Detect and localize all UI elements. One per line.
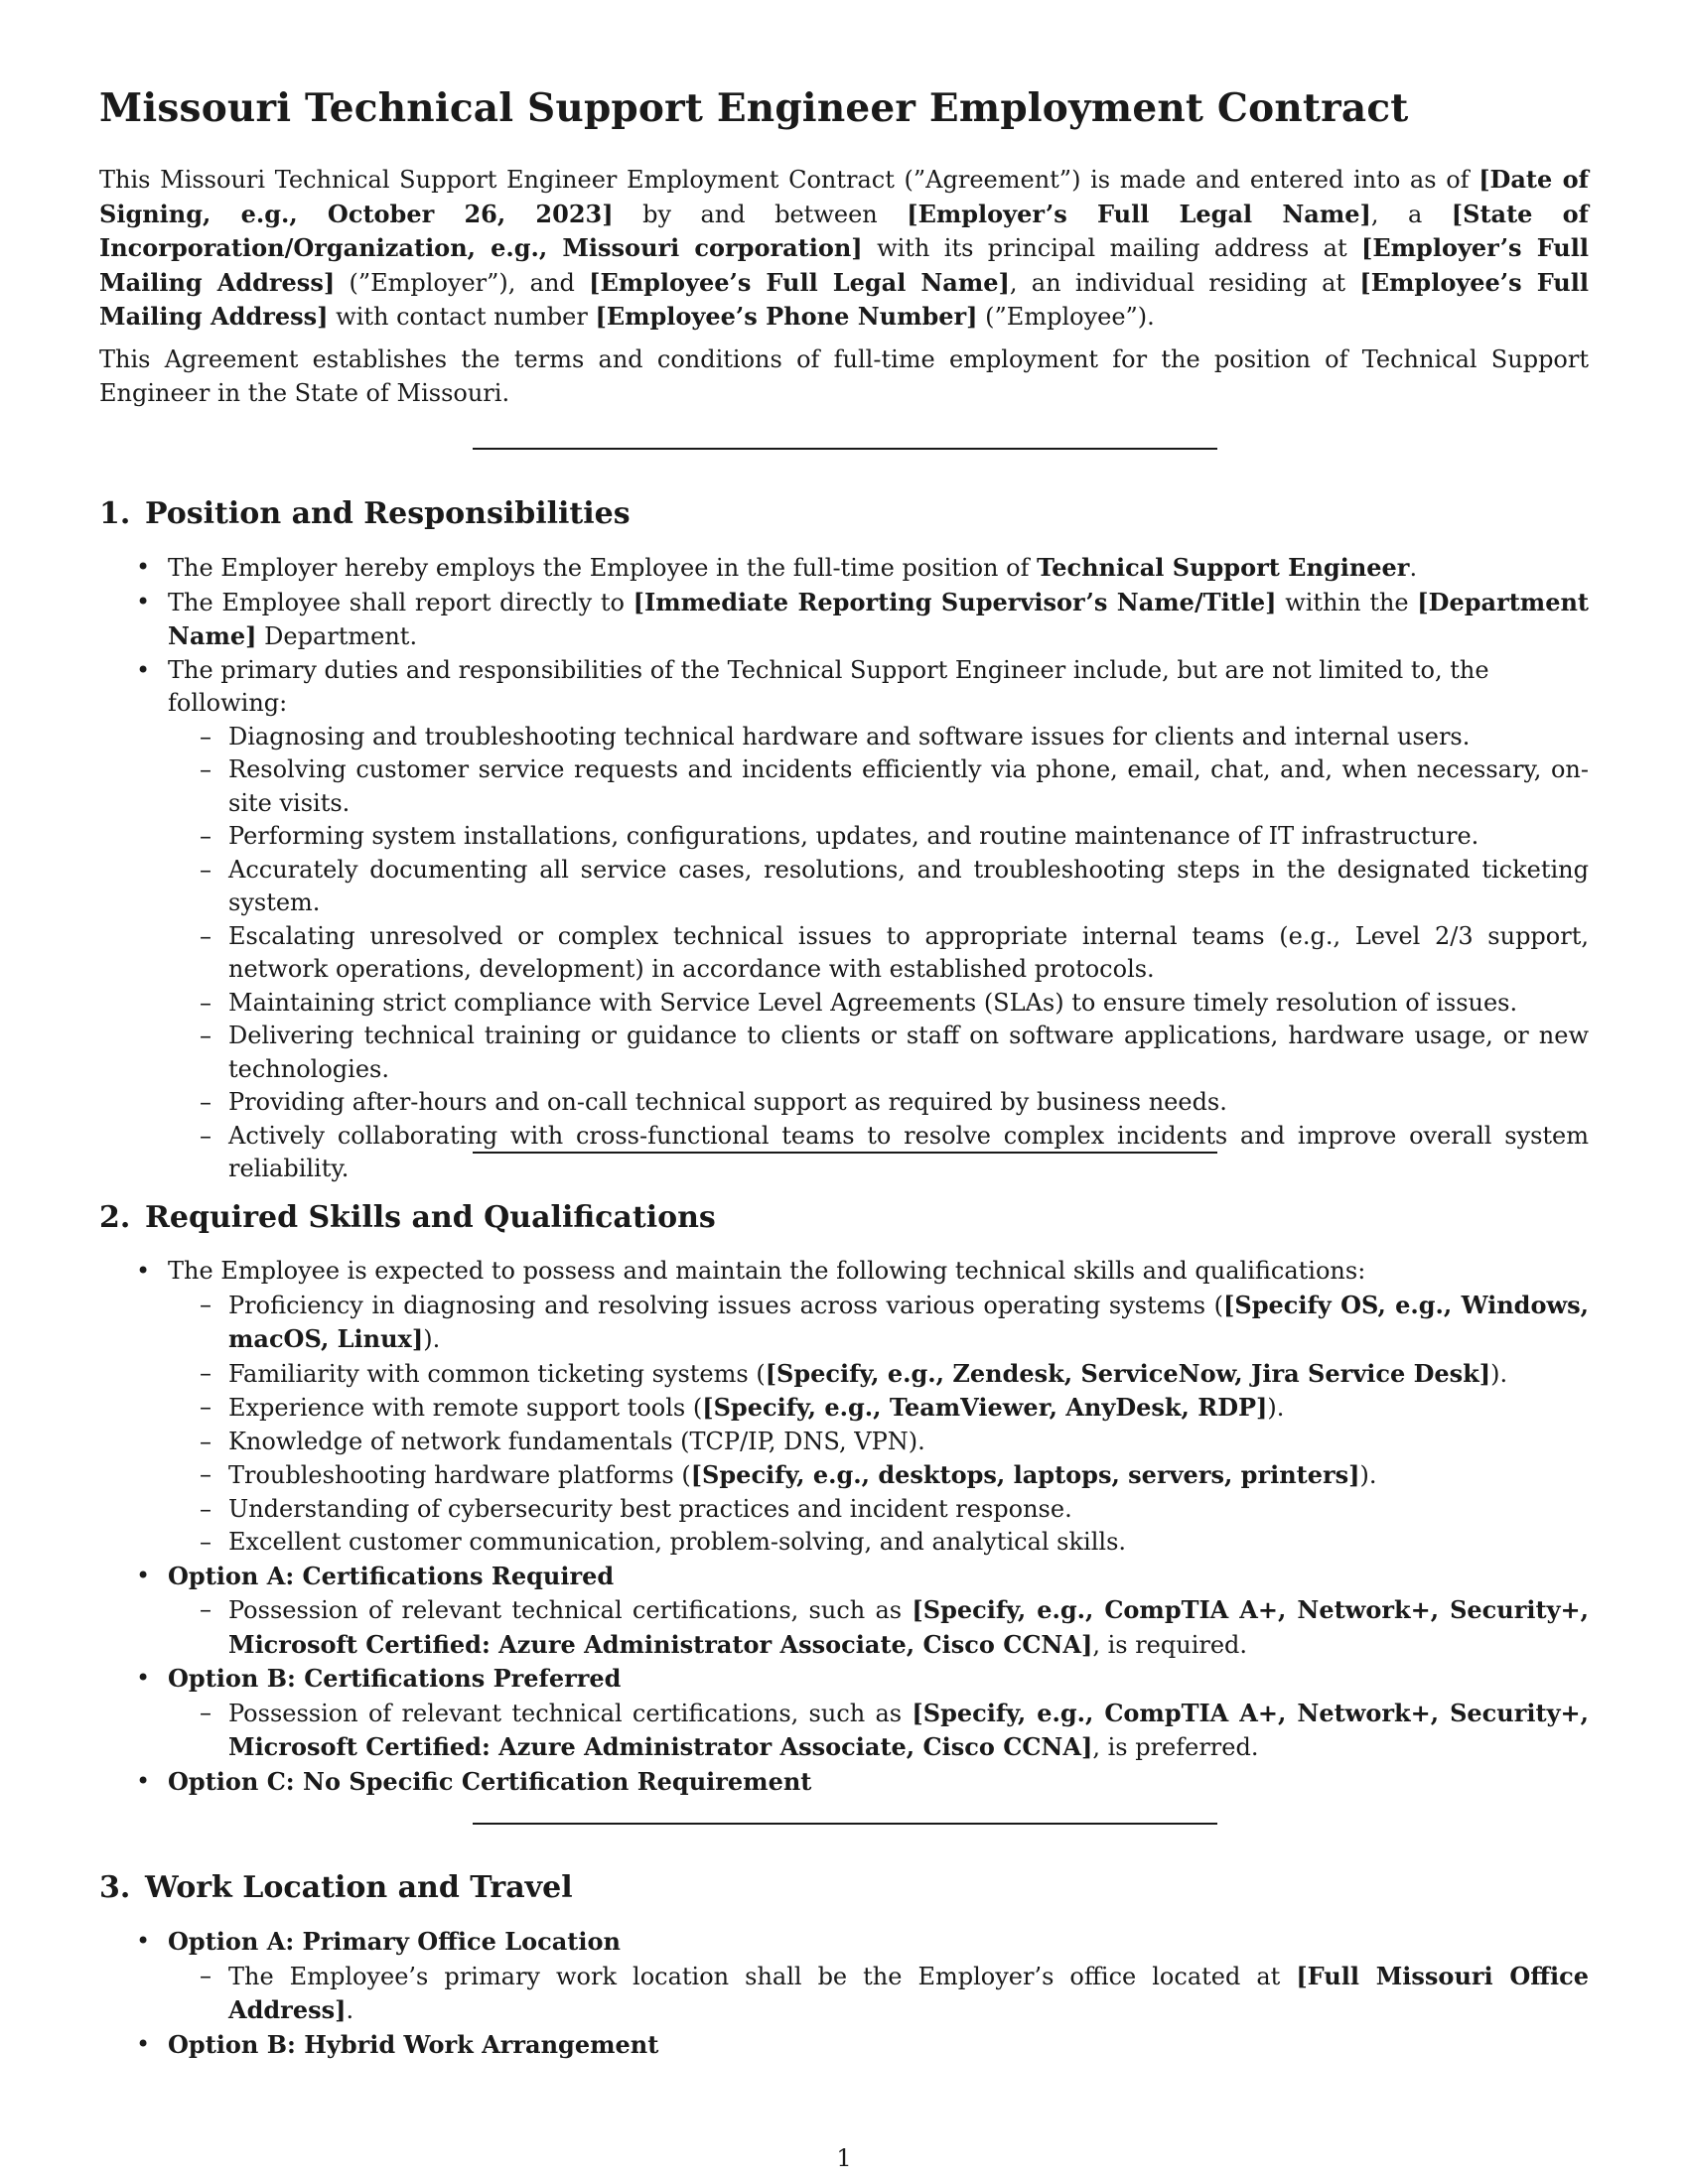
intro-text: , an individual residing at [1009, 268, 1360, 297]
duties-list [168, 721, 1589, 1186]
list-item-text: The Employee shall report directly to [168, 588, 633, 616]
option-text: Possession of relevant technical certifications, such as [228, 1596, 913, 1624]
skill-item [168, 1357, 1589, 1392]
option-text: Possession of relevant technical certifications, such as [228, 1699, 913, 1727]
placeholder-state-incorporation: [State of Incorporation/Organization, e.g., Missouri corporation] [99, 199, 1589, 262]
skill-text: Troubleshooting hardware platforms ( [228, 1461, 691, 1489]
placeholder-certifications: [Specify, e.g., CompTIA A+, Network+, Security+, Microsoft Certified: Azure Administrator Associate, Cisco CCNA] [228, 1698, 1590, 1761]
section-divider [473, 1823, 1217, 1825]
placeholder-employer-address: [Employer’s Full Mailing Address] [99, 233, 1589, 297]
position-title: Technical Support Engineer [1037, 553, 1410, 582]
section-number: 2. [99, 1200, 131, 1235]
list-item-text: The primary duties and responsibilities of the Technical Support Engineer include, but are not limited to, the following: [168, 655, 1489, 717]
skills-list [168, 1289, 1589, 1560]
intro-text: (”Employer”), and [335, 268, 590, 297]
skill-item [168, 1391, 1589, 1426]
skill-text: ). [1490, 1359, 1508, 1388]
option-detail [168, 1960, 1589, 2028]
skill-text: Familiarity with common ticketing systems ( [228, 1359, 766, 1388]
intro-text: with its principal mailing address at [862, 234, 1362, 262]
skill-text: Experience with remote support tools ( [228, 1394, 703, 1422]
option-text: , is required. [1092, 1630, 1248, 1659]
option-label: Option B: Certifications Preferred [168, 1664, 622, 1693]
list-item [99, 654, 1589, 1186]
placeholder-os: [Specify OS, e.g., Windows, macOS, Linux] [228, 1290, 1589, 1353]
section-number: 3. [99, 1870, 131, 1905]
option-details [168, 1697, 1589, 1765]
section-heading-3 [99, 1870, 573, 1905]
skill-item: – Excellent customer communication, problem-solving, and analytical skills. [168, 1526, 1589, 1560]
option-label: Option A: Certifications Required [168, 1561, 615, 1590]
option-item [99, 1765, 1589, 1800]
placeholder-hardware: [Specify, e.g., desktops, laptops, servers, printers] [690, 1460, 1360, 1489]
list-item-text: within the [1276, 588, 1418, 616]
section-1-list [99, 551, 1589, 1186]
section-divider [473, 448, 1217, 450]
scope-paragraph: This Agreement establishes the terms and conditions of full-time employment for the position of Technical Support Engineer in the State of Missouri. [99, 345, 1589, 407]
option-label: Option C: No Specific Certification Requirement [168, 1766, 812, 1796]
skill-item [168, 1458, 1589, 1493]
section-divider [473, 1152, 1217, 1154]
list-item [99, 551, 1589, 586]
option-item [99, 2028, 1589, 2063]
skill-item [168, 1289, 1589, 1357]
placeholder-date: [Date of Signing, e.g., October 26, 2023] [99, 165, 1589, 228]
option-item [99, 1560, 1589, 1663]
list-item-text: . [1409, 554, 1418, 582]
duty-item: – Escalating unresolved or complex technical issues to appropriate internal teams (e.g., Level 2/3 support, network operations, development) in accordance with established protocols. [168, 920, 1589, 987]
skill-text: ). [423, 1325, 441, 1353]
placeholder-ticketing: [Specify, e.g., Zendesk, ServiceNow, Jira Service Desk] [765, 1358, 1491, 1388]
option-details [168, 1960, 1589, 2028]
skill-text: ). [1359, 1461, 1377, 1489]
section-title: Required Skills and Qualifications [145, 1200, 716, 1235]
skill-item: – Knowledge of network fundamentals (TCP/IP, DNS, VPN). [168, 1426, 1589, 1459]
duty-item: – Diagnosing and troubleshooting technical hardware and software issues for clients and internal users. [168, 721, 1589, 754]
intro-text: with contact number [328, 303, 596, 331]
section-title: Position and Responsibilities [145, 496, 631, 531]
option-label: Option B: Hybrid Work Arrangement [168, 2029, 659, 2059]
placeholder-office-address: [Full Missouri Office Address] [228, 1961, 1589, 2024]
section-3-list [99, 1925, 1589, 2062]
placeholder-supervisor: [Immediate Reporting Supervisor’s Name/Title] [633, 587, 1277, 616]
list-item-text: The Employee is expected to possess and maintain the following technical skills and qualifications: [168, 1257, 1366, 1285]
skill-item: – Understanding of cybersecurity best practices and incident response. [168, 1493, 1589, 1527]
option-text: The Employee’s primary work location shall be the Employer’s office located at [228, 1962, 1297, 1990]
list-item [99, 1255, 1589, 1560]
option-text: . [346, 1996, 354, 2024]
skill-text: ). [1267, 1394, 1285, 1422]
duty-item: – Maintaining strict compliance with Service Level Agreements (SLAs) to ensure timely resolution of issues. [168, 987, 1589, 1021]
intro-text: , a [1370, 200, 1452, 228]
duty-item: – Accurately documenting all service cases, resolutions, and troubleshooting steps in the designated ticketing system. [168, 854, 1589, 920]
option-detail [168, 1593, 1589, 1662]
intro-text: (”Employee”). [977, 303, 1155, 331]
section-heading-2 [99, 1200, 716, 1235]
list-item-text: Department. [256, 622, 418, 650]
section-title: Work Location and Travel [145, 1870, 573, 1905]
duty-item: – Actively collaborating with cross-functional teams to resolve complex incidents and improve overall system reliability. [168, 1120, 1589, 1186]
intro-text: This Missouri Technical Support Engineer Employment Contract (”Agreement”) is made and entered into as of [99, 166, 1479, 194]
page-number: 1 [836, 2144, 852, 2172]
duty-item: – Performing system installations, configurations, updates, and routine maintenance of IT infrastructure. [168, 820, 1589, 854]
placeholder-employee-phone: [Employee’s Phone Number] [595, 302, 978, 331]
duty-item: – Delivering technical training or guidance to clients or staff on software applications, hardware usage, or new technologies. [168, 1020, 1589, 1086]
option-text: , is preferred. [1092, 1733, 1259, 1761]
section-heading-1 [99, 496, 631, 531]
placeholder-department: [Department Name] [168, 587, 1589, 650]
option-item [99, 1662, 1589, 1765]
option-label: Option A: Primary Office Location [168, 1927, 621, 1956]
section-number: 1. [99, 496, 131, 531]
placeholder-remote-tools: [Specify, e.g., TeamViewer, AnyDesk, RDP] [702, 1393, 1268, 1422]
intro-paragraph [99, 163, 1589, 335]
list-item [99, 586, 1589, 654]
option-item [99, 1925, 1589, 2028]
section-2-list [99, 1255, 1589, 1799]
option-detail [168, 1697, 1589, 1765]
duty-item: – Resolving customer service requests and incidents efficiently via phone, email, chat, and, when necessary, on-site visits. [168, 753, 1589, 820]
skill-text: Proficiency in diagnosing and resolving issues across various operating systems ( [228, 1291, 1223, 1319]
placeholder-employee-address: [Employee’s Full Mailing Address] [99, 267, 1589, 331]
placeholder-employee-name: [Employee’s Full Legal Name] [589, 267, 1010, 297]
document-title: Missouri Technical Support Engineer Employment Contract [99, 85, 1409, 131]
list-item-text: The Employer hereby employs the Employee in the full-time position of [168, 554, 1038, 582]
placeholder-certifications: [Specify, e.g., CompTIA A+, Network+, Security+, Microsoft Certified: Azure Administrator Associate, Cisco CCNA] [228, 1595, 1590, 1659]
placeholder-employer-name: [Employer’s Full Legal Name] [907, 199, 1371, 228]
duty-item: – Providing after-hours and on-call technical support as required by business needs. [168, 1086, 1589, 1120]
option-details [168, 1593, 1589, 1662]
intro-text: by and between [613, 200, 908, 228]
